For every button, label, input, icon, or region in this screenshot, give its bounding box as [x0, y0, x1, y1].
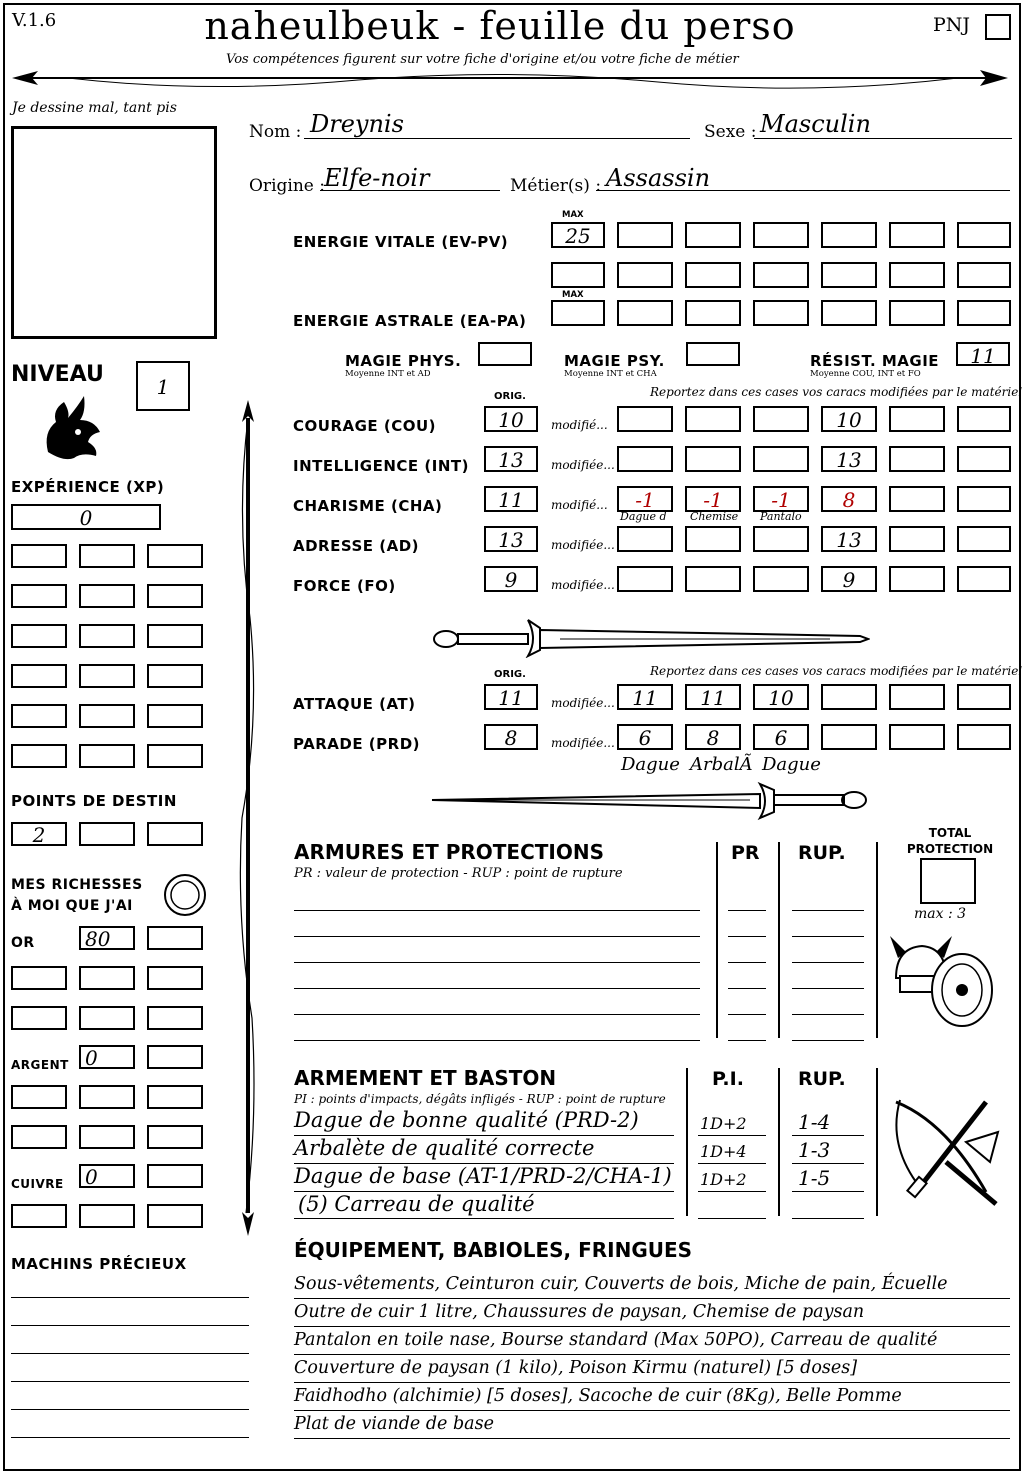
precieux-line [11, 1437, 249, 1438]
prd-label: PARADE (PRD) [293, 735, 421, 753]
equipement-rule [294, 1298, 1010, 1299]
magie-psy-note: Moyenne INT et CHA [564, 369, 657, 379]
sword-icon [430, 778, 870, 824]
xp-box[interactable] [147, 704, 203, 728]
or-box[interactable] [147, 926, 203, 950]
or-box[interactable] [147, 1006, 203, 1030]
armures-note: PR : valeur de protection - RUP : point de rupture [294, 866, 623, 881]
prd-mod-box[interactable] [957, 724, 1011, 750]
nom-value[interactable]: Dreynis [310, 110, 404, 138]
ev-box[interactable] [821, 262, 877, 288]
armement-title: ARMEMENT ET BASTON [294, 1066, 557, 1090]
armures-divider [876, 842, 878, 1038]
rup-line [792, 936, 864, 937]
ea-box[interactable] [821, 300, 877, 326]
armement-rup-head: RUP. [798, 1068, 846, 1090]
xp-box[interactable] [79, 704, 135, 728]
argent-box[interactable] [147, 1125, 203, 1149]
at-mod-label: modifiée... [551, 696, 615, 710]
xp-box[interactable] [147, 744, 203, 768]
or-box[interactable] [147, 966, 203, 990]
or-label: OR [11, 935, 35, 951]
cha-final[interactable]: 8 [821, 486, 877, 512]
precieux-line [11, 1409, 249, 1410]
ea-box[interactable] [753, 300, 809, 326]
cou-orig[interactable]: 10 [484, 406, 538, 432]
pnj-label: PNJ [933, 14, 971, 36]
weapon-name[interactable]: (5) Carreau de qualité [298, 1192, 535, 1216]
rup-line [792, 962, 864, 963]
xp-box[interactable] [79, 584, 135, 608]
prd-mod-box[interactable] [889, 724, 945, 750]
at-mod-2[interactable]: 11 [685, 684, 741, 710]
ev-max-label: MAX [562, 210, 584, 220]
ad-mod-box[interactable] [753, 526, 809, 552]
pr-line [728, 910, 766, 911]
equipement-line[interactable]: Outre de cuir 1 litre, Chaussures de paysan, Chemise de paysan [294, 1302, 865, 1322]
fo-final[interactable]: 9 [821, 566, 877, 592]
armure-line [294, 936, 700, 937]
at-mod-box[interactable] [889, 684, 945, 710]
weapon-rup[interactable]: 1-3 [798, 1138, 831, 1162]
at-label: ATTAQUE (AT) [293, 695, 416, 713]
destin-value[interactable]: 2 [11, 822, 67, 846]
ev-box[interactable] [617, 262, 673, 288]
destin-box[interactable] [79, 822, 135, 846]
ev-label: ENERGIE VITALE (EV-PV) [293, 233, 509, 251]
ea-max-label: MAX [562, 290, 584, 300]
vertical-spear-icon [228, 398, 268, 1238]
ad-mod-label: modifiée... [551, 538, 615, 552]
prd-mod-box[interactable] [821, 724, 877, 750]
int-mod-box[interactable] [617, 446, 673, 472]
int-label: INTELLIGENCE (INT) [293, 457, 469, 475]
precieux-line [11, 1297, 249, 1298]
ad-mod-box[interactable] [957, 526, 1011, 552]
armures-title: ARMURES ET PROTECTIONS [294, 840, 604, 864]
ev-box[interactable] [551, 262, 605, 288]
orig-label: ORIG. [494, 391, 526, 402]
sexe-value[interactable]: Masculin [760, 110, 871, 138]
cha-mod-box[interactable] [889, 486, 945, 512]
armement-divider [686, 1068, 688, 1216]
cha-note-2: Chemise [690, 510, 739, 523]
origine-line [320, 190, 500, 191]
int-mod-box[interactable] [685, 446, 741, 472]
cha-note-3: Pantalo [760, 510, 802, 523]
equipement-rule [294, 1410, 1010, 1411]
magie-phys-note: Moyenne INT et AD [345, 369, 431, 379]
armement-pi-head: P.I. [712, 1068, 744, 1090]
equipement-rule [294, 1326, 1010, 1327]
weapon-rup[interactable]: 1-4 [798, 1110, 831, 1134]
coin-icon [162, 872, 208, 918]
cha-label: CHARISME (CHA) [293, 497, 443, 515]
ev-box[interactable] [685, 262, 741, 288]
precieux-line [11, 1325, 249, 1326]
xp-box[interactable] [11, 704, 67, 728]
int-mod-box[interactable] [957, 446, 1011, 472]
xp-box[interactable] [147, 664, 203, 688]
metier-line [596, 190, 1010, 191]
equipement-line[interactable]: Sous-vêtements, Ceinturon cuir, Couverts de bois, Miche de pain, Écuelle [294, 1274, 948, 1294]
weapon-note-1: Dague [621, 754, 680, 775]
armure-line [294, 962, 700, 963]
weapon-note-2: ArbalÃ [690, 754, 753, 775]
crossed-weapons-icon [886, 1092, 1004, 1210]
ev-box[interactable] [957, 262, 1011, 288]
argent-box[interactable] [147, 1045, 203, 1069]
armures-divider [716, 842, 718, 1038]
equipement-rule [294, 1382, 1010, 1383]
metier-label: Métier(s) : [510, 176, 602, 196]
origine-value[interactable]: Elfe-noir [324, 164, 430, 192]
or-box[interactable] [79, 966, 135, 990]
armures-rup-head: RUP. [798, 842, 846, 864]
armures-divider [778, 842, 780, 1038]
resist-magie-value[interactable]: 11 [956, 342, 1010, 366]
or-box[interactable] [11, 1006, 67, 1030]
cou-mod-label: modifié... [551, 418, 608, 432]
xp-box[interactable] [79, 544, 135, 568]
dragon-icon [38, 392, 108, 464]
pi-line [698, 1135, 766, 1136]
int-mod-box[interactable] [889, 446, 945, 472]
armure-line [294, 1040, 700, 1041]
pr-line [728, 988, 766, 989]
int-mod-box[interactable] [753, 446, 809, 472]
fo-mod-label: modifiée... [551, 578, 615, 592]
magie-phys-label: MAGIE PHYS. [345, 352, 462, 370]
xp-label: EXPÉRIENCE (XP) [11, 478, 165, 496]
prd-mod-3[interactable]: 6 [753, 724, 809, 750]
fo-orig[interactable]: 9 [484, 566, 538, 592]
equipement-rule [294, 1438, 1010, 1439]
ea-box[interactable] [685, 300, 741, 326]
int-final[interactable]: 13 [821, 446, 877, 472]
fo-mod-box[interactable] [753, 566, 809, 592]
cou-final[interactable]: 10 [821, 406, 877, 432]
at-mod-box[interactable] [957, 684, 1011, 710]
precieux-label: MACHINS PRÉCIEUX [11, 1255, 187, 1273]
argent-box[interactable] [11, 1125, 67, 1149]
ev-box[interactable] [753, 262, 809, 288]
resist-magie-note: Moyenne COU, INT et FO [810, 369, 921, 379]
cha-mod-label: modifié... [551, 498, 608, 512]
argent-label: ARGENT [11, 1058, 69, 1072]
max-protection-note: max : 3 [914, 906, 967, 922]
xp-box[interactable] [79, 664, 135, 688]
cuivre-box[interactable] [11, 1204, 67, 1228]
metier-value[interactable]: Assassin [606, 164, 711, 192]
cou-mod-box[interactable] [753, 406, 809, 432]
weapon-name[interactable]: Dague de base (AT-1/PRD-2/CHA-1) [294, 1164, 672, 1188]
cou-label: COURAGE (COU) [293, 417, 437, 435]
or-value[interactable]: 80 [79, 926, 135, 950]
armement-divider [778, 1068, 780, 1216]
weapon-pi[interactable]: 1D+4 [700, 1142, 747, 1161]
cha-note-1: Dague d [620, 510, 667, 523]
cou-mod-box[interactable] [685, 406, 741, 432]
cuivre-label: CUIVRE [11, 1177, 64, 1191]
ev-box[interactable] [685, 222, 741, 248]
total-protection-box[interactable] [920, 858, 976, 904]
cuivre-value[interactable]: 0 [79, 1164, 135, 1188]
fo-mod-box[interactable] [685, 566, 741, 592]
rup-line [792, 910, 864, 911]
armure-line [294, 910, 700, 911]
weapon-pi[interactable]: 1D+2 [700, 1114, 747, 1133]
armures-pr-head: PR [731, 842, 760, 864]
sheet-subtitle: Vos compétences figurent sur votre fiche d'origine et/ou votre fiche de métier [226, 52, 739, 67]
weapon-note-3: Dague [762, 754, 821, 775]
cha-mod-3[interactable]: -1 [753, 486, 809, 512]
rup-line [792, 1218, 864, 1219]
helmet-shield-icon [888, 928, 1000, 1034]
ad-mod-box[interactable] [617, 526, 673, 552]
ev-box[interactable] [889, 222, 945, 248]
cuivre-box[interactable] [79, 1204, 135, 1228]
xp-box[interactable] [147, 624, 203, 648]
drawing-label: Je dessine mal, tant pis [12, 100, 177, 116]
prd-mod-label: modifiée... [551, 736, 615, 750]
weapon-name[interactable]: Arbalète de qualité correcte [294, 1136, 595, 1160]
armure-line [294, 1014, 700, 1015]
or-box[interactable] [79, 1006, 135, 1030]
armure-line [294, 988, 700, 989]
magie-phys-box[interactable] [478, 342, 532, 366]
rup-line [792, 988, 864, 989]
equipement-line[interactable]: Faidhodho (alchimie) [5 doses], Sacoche de cuir (8Kg), Belle Pomme [294, 1386, 902, 1406]
armement-note: PI : points d'impacts, dégâts infligés - RUP : point de rupture [294, 1092, 666, 1106]
xp-box[interactable] [147, 544, 203, 568]
report-note: Reportez dans ces cases vos caracs modifiées par le matériel [650, 385, 1023, 399]
rup-line [792, 1135, 864, 1136]
argent-box[interactable] [79, 1125, 135, 1149]
cha-orig[interactable]: 11 [484, 486, 538, 512]
prd-mod-2[interactable]: 8 [685, 724, 741, 750]
xp-box[interactable] [11, 544, 67, 568]
argent-value[interactable]: 0 [79, 1045, 135, 1069]
xp-box[interactable] [79, 624, 135, 648]
xp-value[interactable]: 0 [11, 504, 161, 530]
at-mod-3[interactable]: 10 [753, 684, 809, 710]
pi-line [698, 1191, 766, 1192]
cuivre-box[interactable] [147, 1204, 203, 1228]
resist-magie-label: RÉSIST. MAGIE [810, 352, 940, 370]
equipement-rule [294, 1354, 1010, 1355]
argent-box[interactable] [147, 1085, 203, 1109]
ad-label: ADRESSE (AD) [293, 537, 420, 555]
nom-line [304, 138, 690, 139]
pr-line [728, 962, 766, 963]
cou-mod-box[interactable] [957, 406, 1011, 432]
cuivre-box[interactable] [147, 1164, 203, 1188]
ea-box[interactable] [889, 300, 945, 326]
magie-psy-label: MAGIE PSY. [564, 352, 665, 370]
fo-mod-box[interactable] [617, 566, 673, 592]
sexe-label: Sexe : [704, 122, 757, 142]
ea-box[interactable] [617, 300, 673, 326]
sword-icon [430, 612, 870, 658]
ad-mod-box[interactable] [685, 526, 741, 552]
combat-report-note: Reportez dans ces cases vos caracs modifiées par le matériel [650, 664, 1023, 678]
magie-psy-box[interactable] [686, 342, 740, 366]
rup-line [792, 1191, 864, 1192]
argent-box[interactable] [11, 1085, 67, 1109]
xp-box[interactable] [79, 744, 135, 768]
xp-box[interactable] [11, 624, 67, 648]
ev-box[interactable] [753, 222, 809, 248]
spear-divider-icon [8, 66, 1012, 100]
xp-box[interactable] [11, 664, 67, 688]
prd-mod-1[interactable]: 6 [617, 724, 673, 750]
xp-box[interactable] [11, 584, 67, 608]
weapon-name[interactable]: Dague de bonne qualité (PRD-2) [294, 1108, 639, 1132]
rup-line [792, 1014, 864, 1015]
rup-line [792, 1040, 864, 1041]
equipement-line[interactable]: Couverture de paysan (1 kilo), Poison Kirmu (naturel) [5 doses] [294, 1358, 858, 1378]
pi-line [698, 1218, 766, 1219]
ev-box[interactable] [821, 222, 877, 248]
xp-box[interactable] [11, 744, 67, 768]
ev-box[interactable] [617, 222, 673, 248]
argent-box[interactable] [79, 1085, 135, 1109]
or-box[interactable] [11, 966, 67, 990]
version-label: V.1.6 [12, 10, 57, 31]
ad-final[interactable]: 13 [821, 526, 877, 552]
ad-orig[interactable]: 13 [484, 526, 538, 552]
equipement-title: ÉQUIPEMENT, BABIOLES, FRINGUES [294, 1238, 693, 1262]
cha-mod-box[interactable] [957, 486, 1011, 512]
ea-max-box[interactable] [551, 300, 605, 326]
ad-mod-box[interactable] [889, 526, 945, 552]
total-protection-label-1: TOTAL [928, 826, 972, 840]
int-mod-label: modifiée... [551, 458, 615, 472]
precieux-line [11, 1353, 249, 1354]
niveau-label: NIVEAU [11, 362, 104, 387]
niveau-value[interactable]: 1 [136, 361, 190, 411]
ea-box[interactable] [957, 300, 1011, 326]
ev-box[interactable] [889, 262, 945, 288]
equipement-line[interactable]: Pantalon en toile nase, Bourse standard (Max 50PO), Carreau de qualité [294, 1330, 938, 1350]
armement-divider [876, 1068, 878, 1216]
origine-label: Origine : [249, 176, 325, 196]
destin-label: POINTS DE DESTIN [11, 792, 177, 810]
weapon-pi[interactable]: 1D+2 [700, 1170, 747, 1189]
cha-mod-2[interactable]: -1 [685, 486, 741, 512]
cou-mod-box[interactable] [617, 406, 673, 432]
sexe-line [754, 138, 1012, 139]
rup-line [792, 1163, 864, 1164]
pr-line [728, 936, 766, 937]
fo-mod-box[interactable] [957, 566, 1011, 592]
at-orig[interactable]: 11 [484, 684, 538, 710]
cou-mod-box[interactable] [889, 406, 945, 432]
at-mod-1[interactable]: 11 [617, 684, 673, 710]
ev-box[interactable] [957, 222, 1011, 248]
destin-box[interactable] [147, 822, 203, 846]
pr-line [728, 1040, 766, 1041]
richesses-label-1: MES RICHESSES [11, 877, 143, 893]
precieux-line [11, 1381, 249, 1382]
pr-line [728, 1014, 766, 1015]
equipement-line[interactable]: Plat de viande de base [294, 1414, 494, 1434]
xp-box[interactable] [147, 584, 203, 608]
fo-mod-box[interactable] [889, 566, 945, 592]
nom-label: Nom : [249, 122, 302, 142]
ev-max-value[interactable]: 25 [551, 222, 605, 248]
total-protection-label-2: PROTECTION [906, 842, 994, 856]
ea-label: ENERGIE ASTRALE (EA-PA) [293, 312, 527, 330]
combat-orig-label: ORIG. [494, 669, 526, 680]
pnj-checkbox[interactable] [985, 14, 1011, 40]
character-portrait-box[interactable] [11, 126, 217, 339]
int-orig[interactable]: 13 [484, 446, 538, 472]
at-mod-box[interactable] [821, 684, 877, 710]
weapon-line [294, 1218, 674, 1219]
pi-line [698, 1163, 766, 1164]
cha-mod-1[interactable]: -1 [617, 486, 673, 512]
weapon-rup[interactable]: 1-5 [798, 1166, 831, 1190]
richesses-label-2: À MOI QUE J'AI [11, 898, 133, 914]
prd-orig[interactable]: 8 [484, 724, 538, 750]
sheet-title: naheulbeuk - feuille du perso [204, 4, 796, 48]
fo-label: FORCE (FO) [293, 577, 396, 595]
